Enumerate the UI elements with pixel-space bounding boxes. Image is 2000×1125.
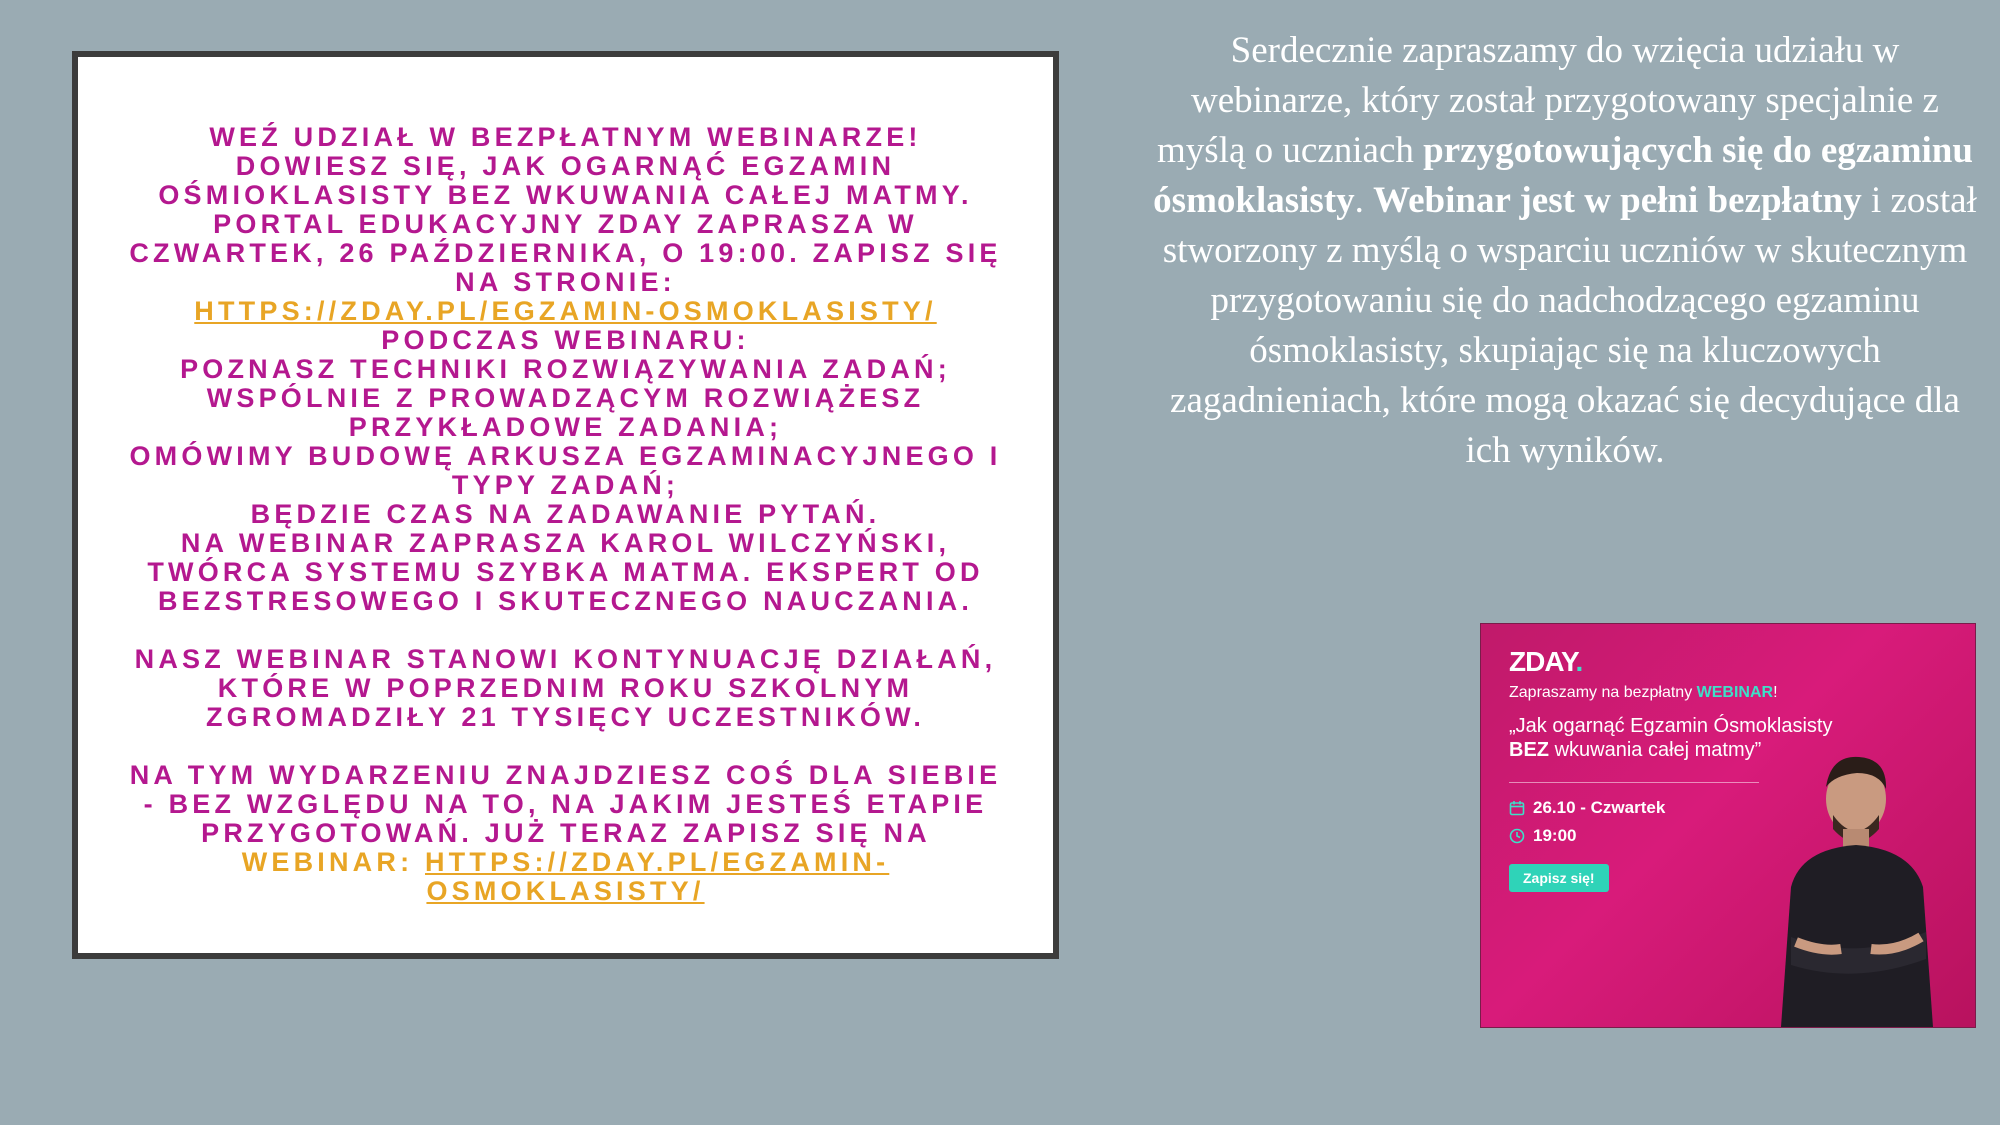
signup-button[interactable]: Zapisz się! — [1509, 864, 1609, 892]
zday-logo: ZDAY. — [1509, 646, 1583, 677]
promo-time: 19:00 — [1533, 826, 1577, 845]
point-examples: WSPÓLNIE Z PROWADZĄCYM ROZWIĄŻESZ PRZYKŁADOWE ZADANIA; — [206, 383, 925, 442]
continuation-info: NASZ WEBINAR STANOWI KONTYNUACJĘ DZIAŁAŃ, KTÓRE W POPRZEDNIM ROKU SZKOLNYM ZGROMADZIŁY 21 TYSIĘCY UCZESTNIKÓW. — [134, 644, 997, 732]
promo-date: 26.10 - Czwartek — [1533, 798, 1666, 817]
calendar-icon — [1509, 800, 1525, 816]
promo-date-row — [1509, 798, 1665, 818]
point-exam-sheet: OMÓWIMY BUDOWĘ ARKUSZA EGZAMINACYJNEGO I TYPY ZADAŃ; — [129, 441, 1002, 500]
promo-title: „Jak ogarnąć Egzamin Ósmoklasisty BEZ wkuwania całej matmy” — [1509, 715, 1833, 761]
intro-text: WEŹ UDZIAŁ W BEZPŁATNYM WEBINARZE! DOWIESZ SIĘ, JAK OGARNĄĆ EGZAMIN OŚMIOKLASISTY BEZ WKUWANIA CAŁEJ MATMY. PORTAL EDUKACYJNY ZDAY ZAPRASZA W CZWARTEK, 26 PAŹDZIERNIKA, O 19:00. ZAPISZ SIĘ NA STRONIE: HTTPS://ZDAY.PL/EGZAMIN-OSMOKLASISTY/ — [129, 122, 1002, 326]
clock-icon — [1509, 828, 1525, 844]
during-heading: PODCZAS WEBINARU: — [381, 325, 750, 355]
point-techniques: POZNASZ TECHNIKI ROZWIĄZYWANIA ZADAŃ; — [180, 354, 951, 384]
host-info: NA WEBINAR ZAPRASZA KAROL WILCZYŃSKI, TWÓRCA SYSTEMU SZYBKA MATMA. EKSPERT OD BEZSTRESOWEGO I SKUTECZNEGO NAUCZANIA. — [147, 528, 984, 616]
promo-invite: Zapraszamy na bezpłatny WEBINAR! — [1509, 684, 1778, 701]
webinar-promo-banner[interactable] — [1480, 623, 1976, 1028]
promo-divider — [1509, 782, 1759, 783]
point-questions: BĘDZIE CZAS NA ZADAWANIE PYTAŃ. — [250, 499, 881, 529]
webinar-info-box — [72, 51, 1059, 959]
signup-link-bottom[interactable]: HTTPS://ZDAY.PL/EGZAMIN-OSMOKLASISTY/ — [424, 847, 890, 906]
signup-link[interactable]: HTTPS://ZDAY.PL/EGZAMIN-OSMOKLASISTY/ — [194, 296, 937, 326]
invitation-paragraph: Serdecznie zapraszamy do wzięcia udziału w webinarze, który został przygotowany specjalnie z myślą o uczniach przygotowujących się do egzaminu ósmoklasisty. Webinar jest w pełni bezpłatny i został stworzony z myślą o wsparciu uczniów w skutecznym przygotowaniu się do nadchodzącego egzaminu ósmoklasisty, skupiając się na kluczowych zagadnieniach, które mogą okazać się decydujące dla ich wyników. — [1153, 30, 1977, 471]
closing-text: NA TYM WYDARZENIU ZNAJDZIESZ COŚ DLA SIEBIE - BEZ WZGLĘDU NA TO, NA JAKIM JESTEŚ ETAPIE PRZYGOTOWAŃ. JUŻ TERAZ ZAPISZ SIĘ NA WEBINAR: HTTPS://ZDAY.PL/EGZAMIN-OSMOKLASISTY/ — [129, 760, 1002, 906]
promo-time-row — [1509, 826, 1576, 846]
presenter-photo — [1761, 737, 1951, 1027]
